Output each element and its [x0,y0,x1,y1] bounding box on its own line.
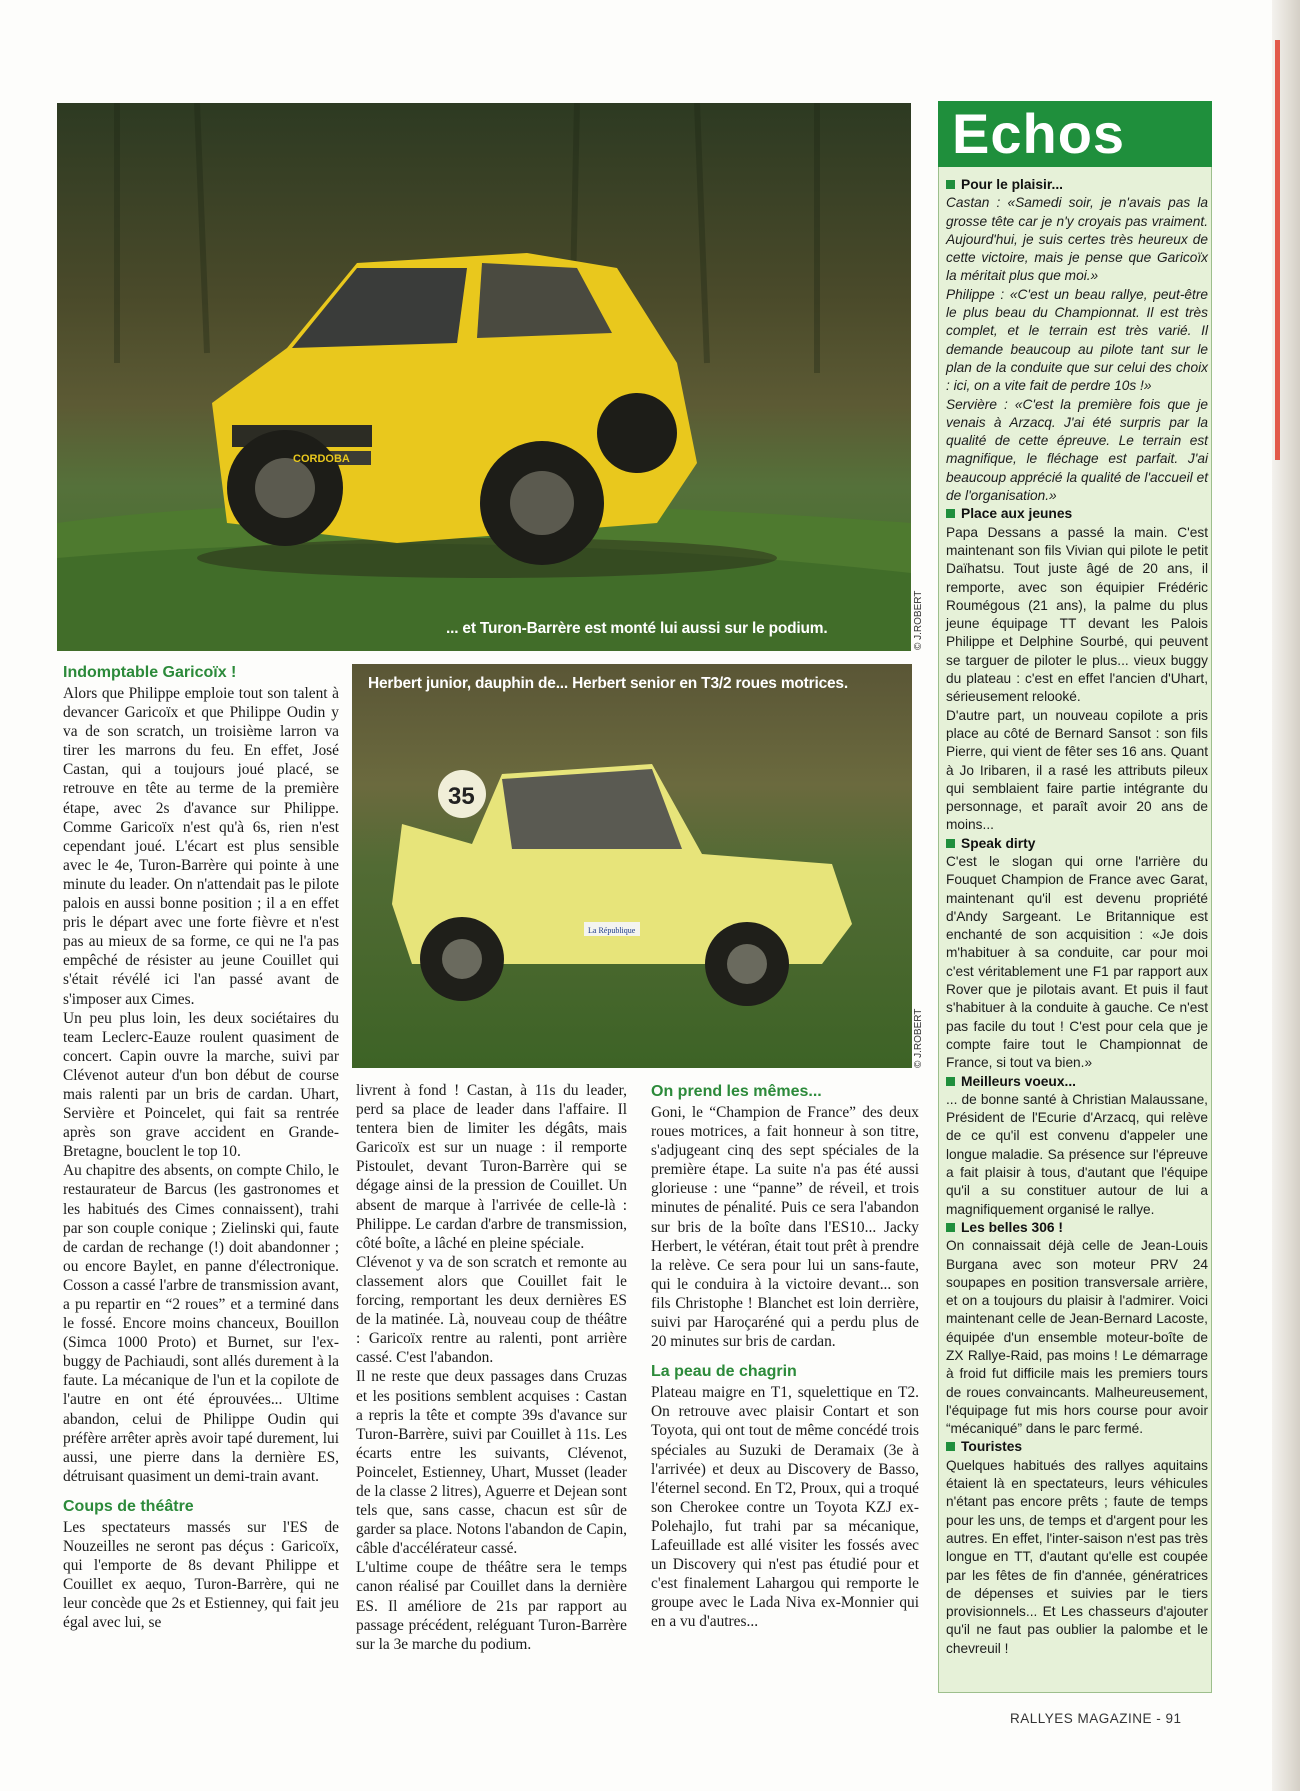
top-rally-photo [57,103,911,651]
paragraph-split: Les spectateurs massés sur l'ES de Nouzeilles ne seront pas déçus : Garicoïx, qui l'emporte de 8s devant Philippe et Couillet ex aequo, Turon-Barrère, qui ne leur concède que 2s et Estienney, qui fait jeu égal avec lui, se [63,1518,339,1632]
echo-text: On connaissait déjà celle de Jean-Louis Burgana avec son moteur PRV 24 soupapes en position transversale arrière, et on a toujours du plaisir à l'admirer. Voici maintenant celle de Jean-Bernard Lacoste, équipée d'un ensemble moteur-boîte de ZX Rallye-Raid, pas moins ! Le démarrage à froid fut difficile mais les premiers tours de roues convaincants. Malheureusement, l'équipage fut mis hors course pour avoir “mécaniqué” dans le parc fermé. [946,1238,1208,1437]
echo-text: D'autre part, un nouveau copilote a pris place au côté de Bernard Sansot : son fils Pierre, qui vient de fêter ses 16 ans. Quant à Jo Iribaren, il a rasé les attributs pileux qui semblaient faire partie intégrante du personnage, et paraît avoir 20 ans de moins... [946,707,1208,833]
echos-column [946,176,1208,1658]
paragraph: Alors que Philippe emploie tout son talent à devancer Garicoïx et que Philippe Oudin y va de son scratch, un troisième larron va tirer les marrons du feu. En effet, José Castan, qui a toujours joué placé, se retrouve en tête au terme de la première étape, avec 2s d'avance sur Philippe. Comme Garicoïx n'est qu'à 6s, rien n'est cependant joué. L'écart est plus sensible avec le 4e, Turon-Barrère qui pointe à une minute du leader. On n'attendait pas le pilote palois en aussi bonne position ; il a en effet pris le départ avec une forte fièvre et n'est pas au mieux de sa forme, ce qui ne l'a pas empêché de résister au jeune Couillet qui s'était révélé ici l'an passé avant de s'imposer aux Cimes. [63,685,339,1008]
echo-heading: Touristes [946,1438,1208,1456]
middle-photo-caption: Herbert junior, dauphin de... Herbert senior en T3/2 roues motrices. [368,675,848,692]
echo-text: Papa Dessans a passé la main. C'est maintenant son fils Vivian qui pilote le petit Daïhatsu. Tout juste âgé de 20 ans, il remporte, avec son équipier Frédéric Roumégous (21 ans), la palme du plus jeune équipage TT devant les Palois Philippe et Delphine Sourbé, qui peuvent se targuer de piloter le plus... vieux buggy du plateau : c'est en effet l'ancien d'Uhart, sérieusement relooké. [946,524,1208,705]
echo-text: Quelques habitués des rallyes aquitains étaient là en spectateurs, leurs véhicules n'étant pas encore prêts ; faute de temps pour les uns, de temps et d'argent pour les autres. En effet, l'inter-saison n'est pas très longue en TT, d'autant qu'elle est coupée par les fêtes de fin d'année, génératrices de dépenses et suivies par le tiers provisionnels... Et Les chasseurs d'ajouter qu'il ne faut pas oublier la palombe et le chevreuil ! [946,1457,1208,1656]
green-bullet-icon [946,1077,955,1086]
echo-text: Castan : «Samedi soir, je n'avais pas la grosse tête car je n'y croyais pas vraiment. Aujourd'hui, je suis certes très heureux de cette victoire, mais je pense que Garicoïx la méritait plus que moi.» [946,195,1208,284]
sponsor-sticker: La République [588,926,636,935]
paragraph-continued: livrent à fond ! Castan, à 11s du leader, perd sa place de leader dans l'affaire. Il tentera bien de limiter les dégâts, mais Garicoïx est sur un nuage : il remporte Pistoulet, devant Turon-Barrère qui se dégage ainsi de la pression de Couillet. Un absent de marque à l'arrivée de celle-là : Philippe. Le cardan d'arbre de transmission, côté boîte, a lâché en pleine spéciale. [356,1082,627,1252]
section-heading-coups-de-theatre: Coups de théâtre [63,1497,194,1515]
section-heading-on-prend-les-memes: On prend les mêmes... [651,1083,822,1100]
car-number: 35 [448,783,475,810]
section-heading-indomptable: Indomptable Garicoïx ! [63,664,237,681]
middle-rally-photo [352,664,912,1068]
car-plate: CORDOBA [293,453,350,465]
echo-text: ... de bonne santé à Christian Malaussane, Président de l'Ecurie d'Arzacq, qui relève de ce qu'il est convenu d'appeler une longue maladie. Sa présence sur l'épreuve a fait plaisir à tous, d'autant que l'équipe qu'il a su constituer autour de lui a magnifiquement organisé le rallye. [946,1091,1208,1217]
green-bullet-icon [946,180,955,189]
echo-heading: Les belles 306 ! [946,1219,1208,1237]
echo-heading: Place aux jeunes [946,505,1208,523]
green-bullet-icon [946,839,955,848]
paragraph: Clévenot y va de son scratch et remonte au classement alors que Couillet fait le forcing, remportant les deux dernières ES de la matinée. Là, nouveau coup de théâtre : Garicoïx rentre au ralenti, pont arrière cassé. C'est l'abandon. [356,1253,627,1367]
middle-photo-credit: © J.ROBERT [913,1008,924,1068]
top-photo-credit: © J.ROBERT [913,590,924,650]
paragraph: Un peu plus loin, les deux sociétaires du team Leclerc-Eauze roulent quasiment de concert. Capin ouvre la marche, suivi par Clévenot auteur d'un bon début de course mais ralenti par un bris de cardan. Uhart, Servière et Poincelet, qui fait sa rentrée après son grave accident en Grande-Bretagne, bouclent le top 10. [63,1009,339,1161]
echo-heading: Speak dirty [946,835,1208,853]
green-bullet-icon [946,509,955,518]
echo-text: Servière : «C'est la première fois que je venais à Arzacq. J'ai été surpris par la qualité de cette épreuve. Le terrain est magnifique, le fléchage est parfait. J'ai beaucoup apprécié la qualité de l'accueil et de l'organisation.» [946,396,1208,504]
paragraph: Goni, le “Champion de France” des deux roues motrices, a fait honneur à son titre, s'adjugeant cinq des sept spéciales de la première étape. La suite n'a pas été aussi glorieuse : une “panne” de réveil, et trois minutes de pénalité. Puis ce sera l'abandon sur bris de la boîte dans l'ES10... Jacky Herbert, le vétéran, était tout prêt à prendre la relève. Ce sera pour lui un sans-faute, qui le conduira à la victoire devant... son fils Christophe ! Blanchet est loin derrière, suivi par Haroçaréné qui a perdu plus de 20 minutes sur bris de cardan. [651,1104,919,1351]
echos-title: Echos [938,101,1212,167]
article-column-1 [63,662,339,1633]
paragraph: L'ultime coupe de théâtre sera le temps canon réalisé par Couillet dans la dernière ES. Il améliore de 21s par rapport au passage précédent, reléguant Turon-Barrère sur la 3e marche du podium. [356,1559,627,1653]
paragraph: Il ne reste que deux passages dans Cruzas et les positions semblent acquises : Castan a repris la tête et compte 39s d'avance sur Turon-Barrère, suivi par Couillet à 11s. Les écarts entre les suivants, Clévenot, Poincelet, Estienney, Uhart, Musset (leader de la classe 2 litres), Aguerre et Dejean sont tels que, sans casse, chacun est sûr de garder sa place. Notons l'abandon de Capin, câble d'accélérateur cassé. [356,1368,627,1558]
echo-heading: Meilleurs voeux... [946,1073,1208,1091]
paragraph: Plateau maigre en T1, squelettique en T2. On retrouve avec plaisir Contart et son Toyota, qui ont tout de même concédé trois spéciales au Suzuki de Deramaix (3e à l'arrivée) et deux au Discovery de Basso, l'éternel second. En T2, Proux, qui a troqué son Cherokee contre un Toyota KZJ ex-Polehajlo, fut trahi par sa mécanique, Lafeuillade est allé visiter les fossés avec un Discovery qui n'est pas étudié pour et c'est finalement Lahargou qui remporte le groupe avec le Lada Niva ex-Monnier qui en a vu d'autres... [651,1384,919,1631]
echo-text: Philippe : «C'est un beau rallye, peut-être le plus beau du Championnat. Il est très complet, et le terrain est très varié. Il demande beaucoup au pilote tant sur le plan de la conduite que sur celui des choix : ici, on a vite fait de perdre 10s !» [946,286,1208,394]
page-footer: RALLYES MAGAZINE - 91 [1010,1711,1182,1726]
page-edge-marker [1275,40,1280,460]
echo-text: C'est le slogan qui orne l'arrière du Fouquet Champion de France avec Garat, maintenant qu'il est devenu propriété d'Andy Sargeant. Le Britannique est enchanté de son acquisition : «Je dois m'habituer à sa conduite, car pour moi c'est véritablement une F1 par rapport aux Rover que je pilotais avant. Et puis il faut s'habituer à la conduite à gauche. Ce n'est pas facile du tout ! C'est pour cela que je compte faire tout le Championnat de France, si tout va bien.» [946,853,1208,1071]
article-column-3 [651,1081,919,1631]
green-bullet-icon [946,1223,955,1232]
article-column-2 [356,1081,627,1654]
paragraph: Au chapitre des absents, on compte Chilo, le restaurateur de Barcus (les gastronomes et les habitués des Cimes connaissent), trahi par son couple conique ; Zielinski qui, faute de cardan de rechange (!) doit abandonner ; ou encore Baylet, en panne d'électronique. Cosson a cassé l'arbre de transmission avant, a pu repartir en “2 roues” et a terminé dans le fossé. Encore moins chanceux, Bouillon (Simca 1000 Proto) et Burnet, sur l'ex-buggy de Pachiaudi, sont allés durement à la faute. La mécanique de l'un et la copilote de l'autre en ont été éprouvées... Ultime abandon, celui de Philippe Oudin qui préfère arrêter après avoir tapé durement, lui aussi, une pierre dans la dernière ES, détruisant quasiment un demi-train avant. [63,1162,339,1485]
section-heading-peau-de-chagrin: La peau de chagrin [651,1363,797,1381]
top-photo-caption: ... et Turon-Barrère est monté lui aussi sur le podium. [446,620,828,637]
echo-heading: Pour le plaisir... [946,176,1208,194]
green-bullet-icon [946,1442,955,1451]
